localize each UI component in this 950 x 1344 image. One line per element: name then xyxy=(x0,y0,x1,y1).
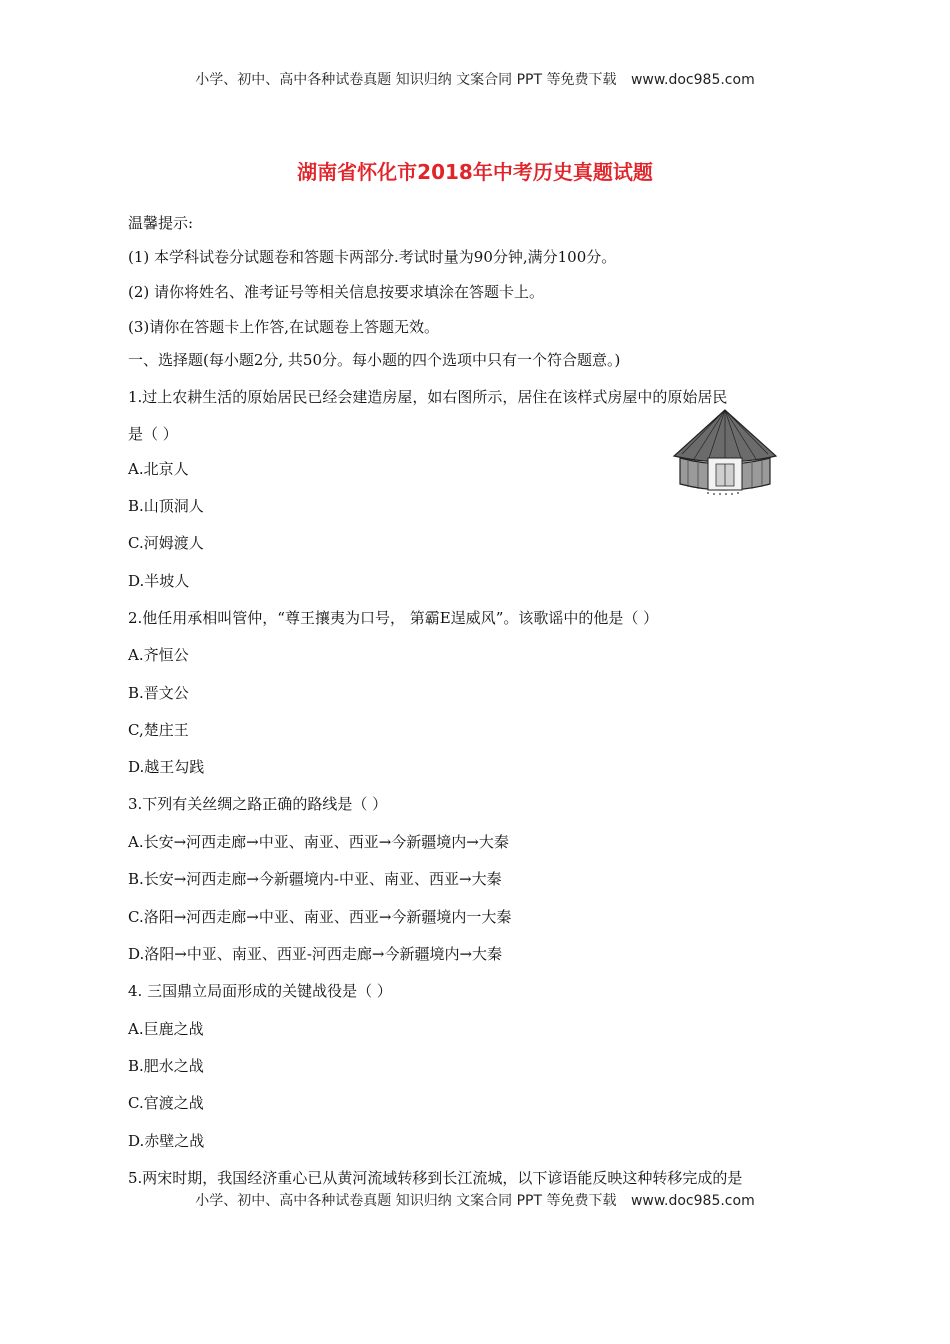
question-1-option-b: B.山顶洞人 xyxy=(128,497,204,515)
question-1-option-a: A.北京人 xyxy=(128,460,189,478)
footer-text: 小学、初中、高中各种试卷真题 知识归纳 文案合同 PPT 等免费下载 xyxy=(195,1193,617,1209)
question-4-option-d: D.赤壁之战 xyxy=(128,1132,205,1150)
question-3-stem: 3.下列有关丝绸之路正确的路线是（ ） xyxy=(128,795,388,813)
question-5-stem: 5.两宋时期，我国经济重心已从黄河流域转移到长江流城，以下谚语能反映这种转移完成的是 xyxy=(128,1169,743,1187)
question-2-option-d: D.越王勾践 xyxy=(128,758,205,776)
question-1-option-c: C.河姆渡人 xyxy=(128,534,204,552)
footer-url[interactable]: www.doc985.com xyxy=(630,1193,755,1209)
question-3-option-c: C.洛阳→河西走廊→中亚、南亚、西亚→今新疆境内一大秦 xyxy=(128,908,512,926)
question-1-stem: 1.过上农耕生活的原始居民已经会建造房屋，如右图所示，居住在该样式房屋中的原始居民 xyxy=(128,388,728,406)
question-3-option-b: B.长安→河西走廊→今新疆境内-中亚、南亚、西亚→大秦 xyxy=(128,870,502,888)
tip-item-2: (2) 请你将姓名、准考证号等相关信息按要求填涂在答题卡上。 xyxy=(128,283,545,301)
question-3-option-a: A.长安→河西走廊→中亚、南亚、西亚→今新疆境内→大秦 xyxy=(128,833,509,851)
question-3-option-d: D.洛阳→中亚、南亚、西亚-河西走廊→今新疆境内→大秦 xyxy=(128,945,503,963)
question-4-option-b: B.肥水之战 xyxy=(128,1057,204,1075)
question-4-option-a: A.巨鹿之战 xyxy=(128,1020,204,1038)
tip-item-3: (3)请你在答题卡上作答,在试题卷上答题无效。 xyxy=(128,318,440,336)
round-hut-illustration xyxy=(668,404,782,496)
question-2-option-a: A.齐恒公 xyxy=(128,646,189,664)
question-4-option-c: C.官渡之战 xyxy=(128,1094,204,1112)
header-url[interactable]: www.doc985.com xyxy=(630,72,755,88)
exam-title: 湖南省怀化市2018年中考历史真题试题 xyxy=(297,160,653,184)
tip-item-1: (1) 本学科试卷分试题卷和答题卡两部分.考试时量为90分钟,满分100分。 xyxy=(128,248,617,266)
question-4-stem: 4. 三国鼎立局面形成的关键战役是（ ） xyxy=(128,982,392,1000)
tips-heading: 温馨提示: xyxy=(128,214,194,232)
question-2-option-b: B.晋文公 xyxy=(128,684,189,702)
section-heading: 一、选择题(每小题2分, 共50分。每小题的四个选项中只有一个符合题意。) xyxy=(128,351,621,369)
question-2-option-c: C,楚庄王 xyxy=(128,721,189,739)
header-text: 小学、初中、高中各种试卷真题 知识归纳 文案合同 PPT 等免费下载 xyxy=(195,72,617,88)
page-header xyxy=(0,69,950,89)
question-1-stem-cont: 是（ ） xyxy=(128,425,178,443)
question-1-option-d: D.半坡人 xyxy=(128,572,190,590)
question-2-stem: 2.他任用承相叫管仲，“尊王攘夷为口号， 第霸E逞威风”。该歌谣中的他是（ ） xyxy=(128,609,659,627)
page-footer xyxy=(0,1190,950,1210)
